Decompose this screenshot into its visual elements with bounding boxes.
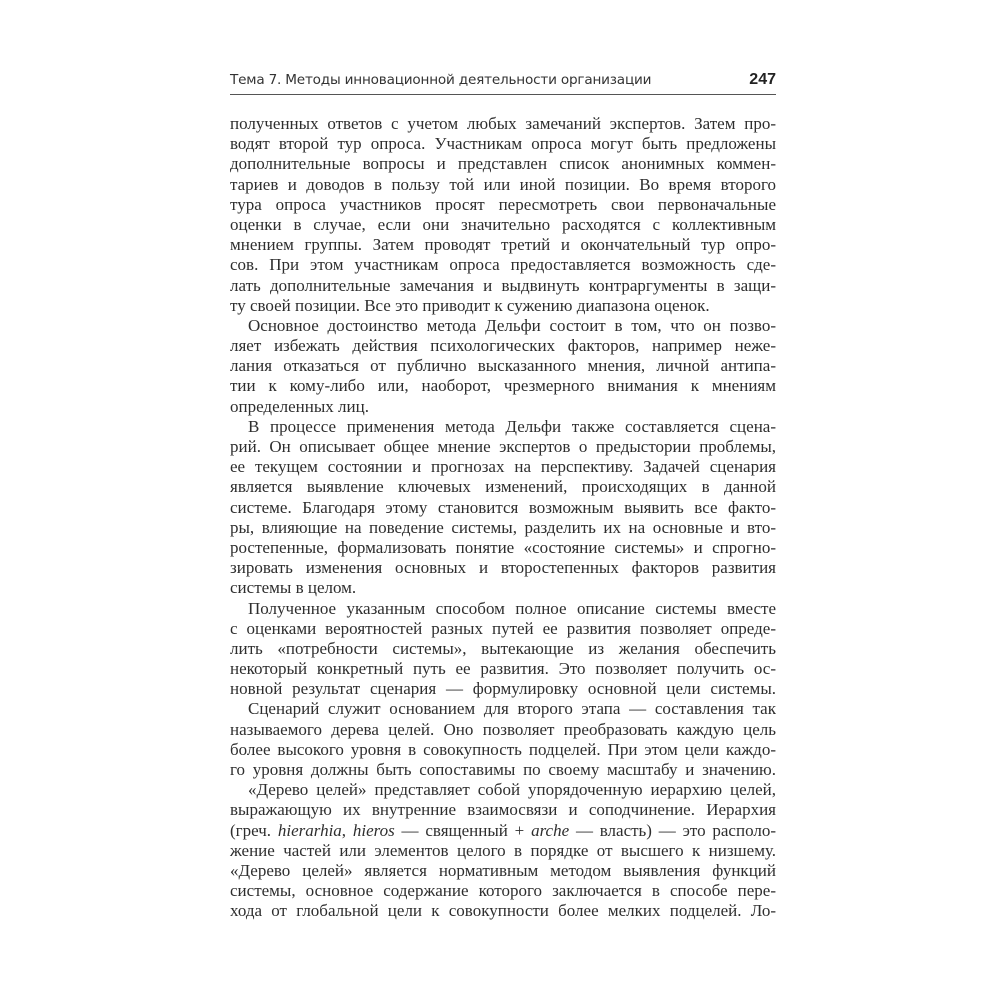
- text-line: Полученное указанным способом полное описание системы вместе: [248, 598, 776, 618]
- text-line: определенных лиц.: [230, 396, 369, 416]
- text-line: лить «потребности системы», вытекающие из желания обеспечить: [230, 638, 776, 658]
- text-line: тура опроса участников просят пересмотреть свои первоначальные: [230, 194, 776, 214]
- text-line: является выявление ключевых изменений, происходящих в данной: [230, 477, 776, 497]
- text-line: тии к кому-либо или, наоборот, чрезмерного внимания к мнениям: [230, 376, 776, 396]
- text-line: водят второй тур опроса. Участникам опроса могут быть предложены: [230, 134, 776, 154]
- text-line: системы, основное содержание которого заключается в способе пере-: [230, 881, 776, 901]
- text-line: [230, 821, 776, 841]
- text-line: с оценками вероятностей разных путей ее развития позволяет опреде-: [230, 618, 776, 638]
- text-line: Основное достоинство метода Дельфи состоит в том, что он позво-: [248, 315, 776, 335]
- text-line: жение частей или элементов целого в порядке от высшего к низшему.: [230, 840, 776, 860]
- text-line: лания отказаться от публично высказанного мнения, личной антипа-: [230, 356, 776, 376]
- text-line: ростепенные, формализовать понятие «состояние системы» и спрогно-: [230, 537, 776, 557]
- text-line: «Дерево целей» является нормативным методом выявления функций: [230, 860, 776, 880]
- text-line: «Дерево целей» представляет собой упорядоченную иерархию целей,: [248, 780, 776, 800]
- text-line: хода от глобальной цели к совокупности более мелких подцелей. Ло-: [230, 901, 776, 921]
- text-line: дополнительные вопросы и представлен список анонимных коммен-: [230, 154, 776, 174]
- italic-term: hieros: [352, 820, 395, 840]
- text-segment: — власть) — это располо-: [569, 820, 776, 840]
- text-line: выражающую их внутренние взаимосвязи и соподчинение. Иерархия: [230, 800, 776, 820]
- text-segment: — священный +: [394, 820, 532, 840]
- text-line: зировать изменения основных и второстепенных факторов развития: [230, 558, 776, 578]
- text-line: оценки в случае, если они значительно расходятся с коллективным: [230, 214, 776, 234]
- text-line: рий. Он описывает общее мнение экспертов о предыстории проблемы,: [230, 437, 776, 456]
- text-line: называемого дерева целей. Оно позволяет преобразовать каждую цель: [230, 719, 776, 739]
- running-header: [230, 70, 776, 95]
- text-line: тариев и доводов в пользу той или иной позиции. Во время второго: [230, 174, 776, 194]
- text-line: полученных ответов с учетом любых замечаний экспертов. Затем про-: [230, 114, 776, 133]
- text-segment: (греч.: [230, 820, 278, 840]
- text-line: системы в целом.: [230, 578, 357, 598]
- text-line: В процессе применения метода Дельфи также составляется сцена-: [248, 416, 776, 436]
- body-text: [230, 114, 776, 922]
- page-number: 247: [749, 71, 776, 88]
- text-line: сов. При этом участникам опроса предоставляется возможность сде-: [230, 255, 776, 275]
- text-line: мнением группы. Затем проводят третий и окончательный тур опро-: [230, 235, 776, 255]
- text-line: новной результат сценария — формулировку основной цели системы.: [230, 679, 776, 699]
- text-line: ры, влияющие на поведение системы, разделить их на основные и вто-: [230, 517, 776, 537]
- text-line: ляет избежать действия психологических факторов, например неже-: [230, 336, 776, 356]
- text-segment: ,: [341, 820, 353, 840]
- text-line: ту своей позиции. Все это приводит к сужению диапазона оценок.: [230, 295, 710, 315]
- text-line: го уровня должны быть сопоставимы по своему масштабу и значению.: [230, 760, 776, 779]
- italic-term: arche: [531, 820, 570, 840]
- text-line: некоторый конкретный путь ее развития. Это позволяет получить ос-: [230, 659, 776, 679]
- text-line: системе. Благодаря этому становится возможным выявить все факто-: [230, 497, 776, 517]
- italic-term: hierarhia: [277, 820, 342, 840]
- text-line: ее текущем состоянии и прогнозах на перспективу. Задачей сценария: [230, 457, 776, 477]
- text-line: лать дополнительные замечания и выдвинуть контраргументы в защи-: [230, 275, 776, 295]
- text-line: Сценарий служит основанием для второго этапа — составления так: [248, 699, 776, 719]
- chapter-title: Тема 7. Методы инновационной деятельности организации: [230, 72, 652, 88]
- text-line: более высокого уровня в совокупность подцелей. При этом цели каждо-: [230, 739, 776, 759]
